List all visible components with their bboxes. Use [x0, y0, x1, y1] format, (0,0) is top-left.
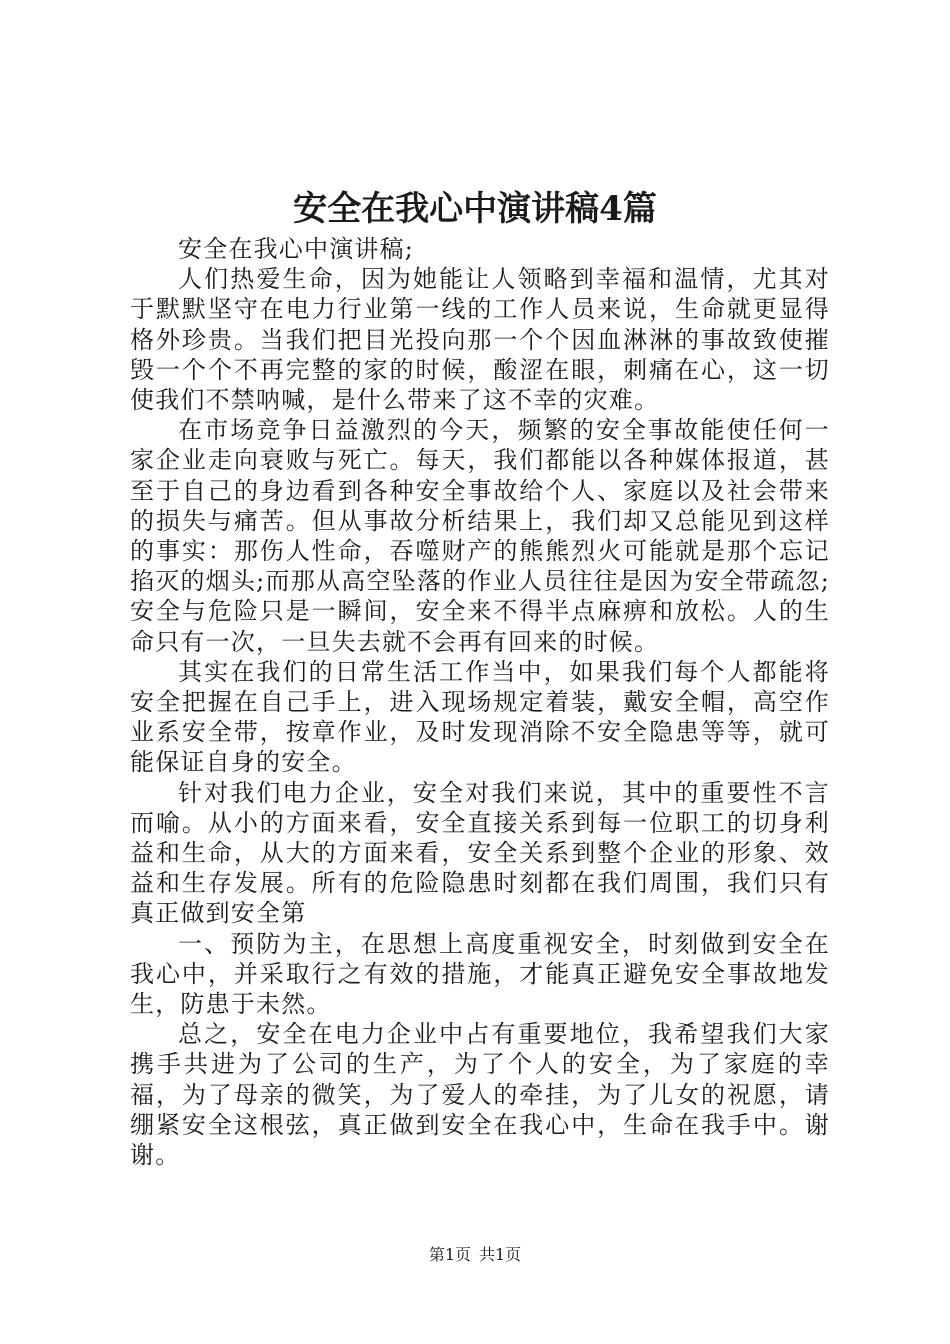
paragraph: 人们热爱生命，因为她能让人领略到幸福和温情，尤其对于默默坚守在电力行业第一线的工作人员来说，生命就更显得格外珍贵。当我们把目光投向那一个个因血淋淋的事故致使摧毁一个个不再完整的家的时候，酸涩在眼，刺痛在心，这一切使我们不禁呐喊，是什么带来了这不幸的灾难。: [130, 265, 830, 415]
paragraph: 针对我们电力企业，安全对我们来说，其中的重要性不言而喻。从小的方面来看，安全直接关系到每一位职工的切身利益和生命，从大的方面来看，安全关系到整个企业的形象、效益和生存发展。所有的危险隐患时刻都在我们周围，我们只有真正做到安全第: [130, 778, 830, 928]
paragraph: 其实在我们的日常生活工作当中，如果我们每个人都能将安全把握在自己手上，进入现场规定着装，戴安全帽，高空作业系安全带，按章作业，及时发现消除不安全隐患等等，就可能保证自身的安全。: [130, 657, 830, 777]
paragraph: 在市场竞争日益激烈的今天，频繁的安全事故能使任何一家企业走向衰败与死亡。每天，我们都能以各种媒体报道，甚至于自己的身边看到各种安全事故给个人、家庭以及社会带来的损失与痛苦。但从事故分析结果上，我们却又总能见到这样的事实：那伤人性命，吞噬财产的熊熊烈火可能就是那个忘记掐灭的烟头;而那从高空坠落的作业人员往往是因为安全带疏忽;安全与危险只是一瞬间，安全来不得半点麻痹和放松。人的生命只有一次，一旦失去就不会再有回来的时候。: [130, 416, 830, 656]
document-body: [130, 234, 830, 1170]
paragraph-conclusion: 总之，安全在电力企业中占有重要地位，我希望我们大家携手共进为了公司的生产，为了个人的安全，为了家庭的幸福，为了母亲的微笑，为了爱人的牵挂，为了儿女的祝愿，请绷紧安全这根弦，真正做到安全在我心中，生命在我手中。谢谢。: [130, 1020, 830, 1170]
page-total: 共1页: [479, 1245, 522, 1264]
paragraph-intro: 安全在我心中演讲稿;: [178, 235, 415, 263]
document-title: 安全在我心中演讲稿4篇: [293, 189, 657, 229]
page-number: 第1页: [428, 1245, 471, 1264]
paragraph: 一、预防为主，在思想上高度重视安全，时刻做到安全在我心中，并采取行之有效的措施，才能真正避免安全事故地发生，防患于未然。: [130, 929, 830, 1019]
page-footer: [0, 1244, 950, 1266]
